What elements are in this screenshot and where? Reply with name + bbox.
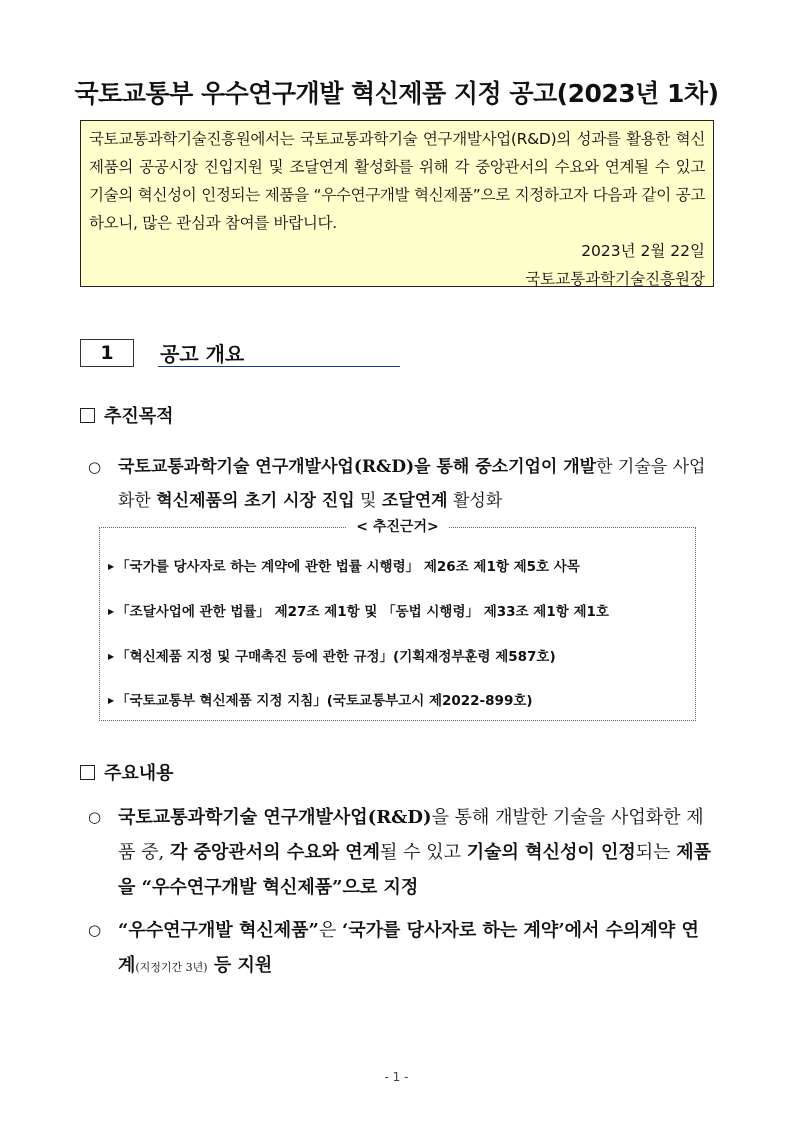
text-bold: 등 지원: [207, 955, 273, 976]
basis-item: [108, 689, 533, 709]
text-bold: ‘국가를 당사자로 하는 계약’에서 수의계약 연계: [118, 920, 699, 976]
basis-item-label: 「국가를 당사자로 하는 계약에 관한 법률 시행령」 제26조 제1항 제5호 사목: [116, 559, 580, 575]
contents-heading: [80, 759, 174, 785]
text-bold: 국토교통과학기술 연구개발사업(R&D)을 통해 중소기업이 개발: [118, 457, 597, 477]
basis-box: [99, 519, 696, 721]
basis-item-label: 「국토교통부 혁신제품 지정 지침」(국토교통부고시 제2022-899호): [116, 693, 533, 709]
text-normal: 될 수 있고: [380, 842, 467, 863]
checkbox-square-icon: [80, 765, 95, 780]
circle-bullet-icon: ○: [88, 808, 102, 826]
intro-body: 국토교통과학기술진흥원에서는 국토교통과학기술 연구개발사업(R&D)의 성과를 활용한 혁신제품의 공공시장 진입지원 및 조달연계 활성화를 위해 각 중앙관서의 수요와 연계될 수 있고 기술의 혁신성이 인정되는 제품을 “우수연구개발 혁신제품”으로 지정하고자 다음과 같이 공고하오니, 많은 관심과 참여를 바랍니다.: [89, 130, 705, 232]
text-bold: 국토교통과학기술 연구개발사업(R&D): [118, 807, 432, 828]
basis-title-label: < 추진근거>: [346, 519, 448, 535]
contents-bullet-1-text: [118, 800, 716, 905]
text-normal: 한 기술을 사업화한: [118, 457, 706, 511]
basis-title: [100, 516, 695, 536]
triangle-right-icon: ▶: [108, 652, 115, 661]
text-bold: 조달연계: [381, 491, 448, 511]
text-normal: 은: [318, 920, 342, 941]
basis-item-label: 「조달사업에 관한 법률」 제27조 제1항 및 「동법 시행령」 제33조 제1항 제1호: [116, 604, 609, 620]
contents-bullet-2: [88, 913, 716, 985]
text-bold: 각 중앙관서의 수요와 연계: [169, 842, 381, 863]
section-underline: [158, 366, 400, 367]
section-title: 공고 개요: [160, 342, 245, 366]
purpose-heading: [80, 402, 174, 428]
triangle-right-icon: ▶: [108, 696, 115, 705]
triangle-right-icon: ▶: [108, 562, 115, 571]
section-number: 1: [80, 339, 134, 367]
text-bold: 기술의 혁신성이 인정: [466, 842, 636, 863]
purpose-bullet: [88, 450, 716, 518]
purpose-heading-label: 추진목적: [104, 406, 174, 427]
circle-bullet-icon: ○: [88, 458, 102, 476]
purpose-bullet-text: [118, 450, 716, 518]
contents-bullet-1: [88, 800, 716, 905]
intro-date: 2023년 2월 22일: [581, 242, 705, 260]
intro-box: [80, 120, 714, 287]
checkbox-square-icon: [80, 408, 95, 423]
text-bold: “우수연구개발 혁신제품”: [118, 920, 319, 941]
text-bold: 혁신제품의 초기 시장 진입: [156, 491, 355, 511]
text-normal: 및: [354, 491, 382, 511]
basis-item: [108, 645, 556, 665]
page-number: - 1 -: [384, 1070, 409, 1084]
intro-signer: 국토교통과학기술진흥원장: [525, 270, 705, 288]
text-small: (지정기간 3년): [135, 961, 208, 974]
text-normal: 을 통해 개발한 기술을 사업화한 제품 중,: [118, 807, 704, 863]
triangle-right-icon: ▶: [108, 607, 115, 616]
circle-bullet-icon: ○: [88, 921, 102, 939]
basis-item: [108, 555, 580, 575]
contents-bullet-2-text: [118, 913, 716, 985]
text-bold: 제품을 “우수연구개발 혁신제품”으로 지정: [118, 842, 712, 898]
basis-item-label: 「혁신제품 지정 및 구매촉진 등에 관한 규정」(기획재정부훈령 제587호): [116, 649, 556, 665]
text-normal: 활성화: [447, 491, 503, 511]
document-title: 국토교통부 우수연구개발 혁신제품 지정 공고(2023년 1차): [74, 79, 719, 108]
text-normal: 되는: [635, 842, 677, 863]
basis-item: [108, 600, 609, 620]
contents-heading-label: 주요내용: [104, 763, 174, 784]
